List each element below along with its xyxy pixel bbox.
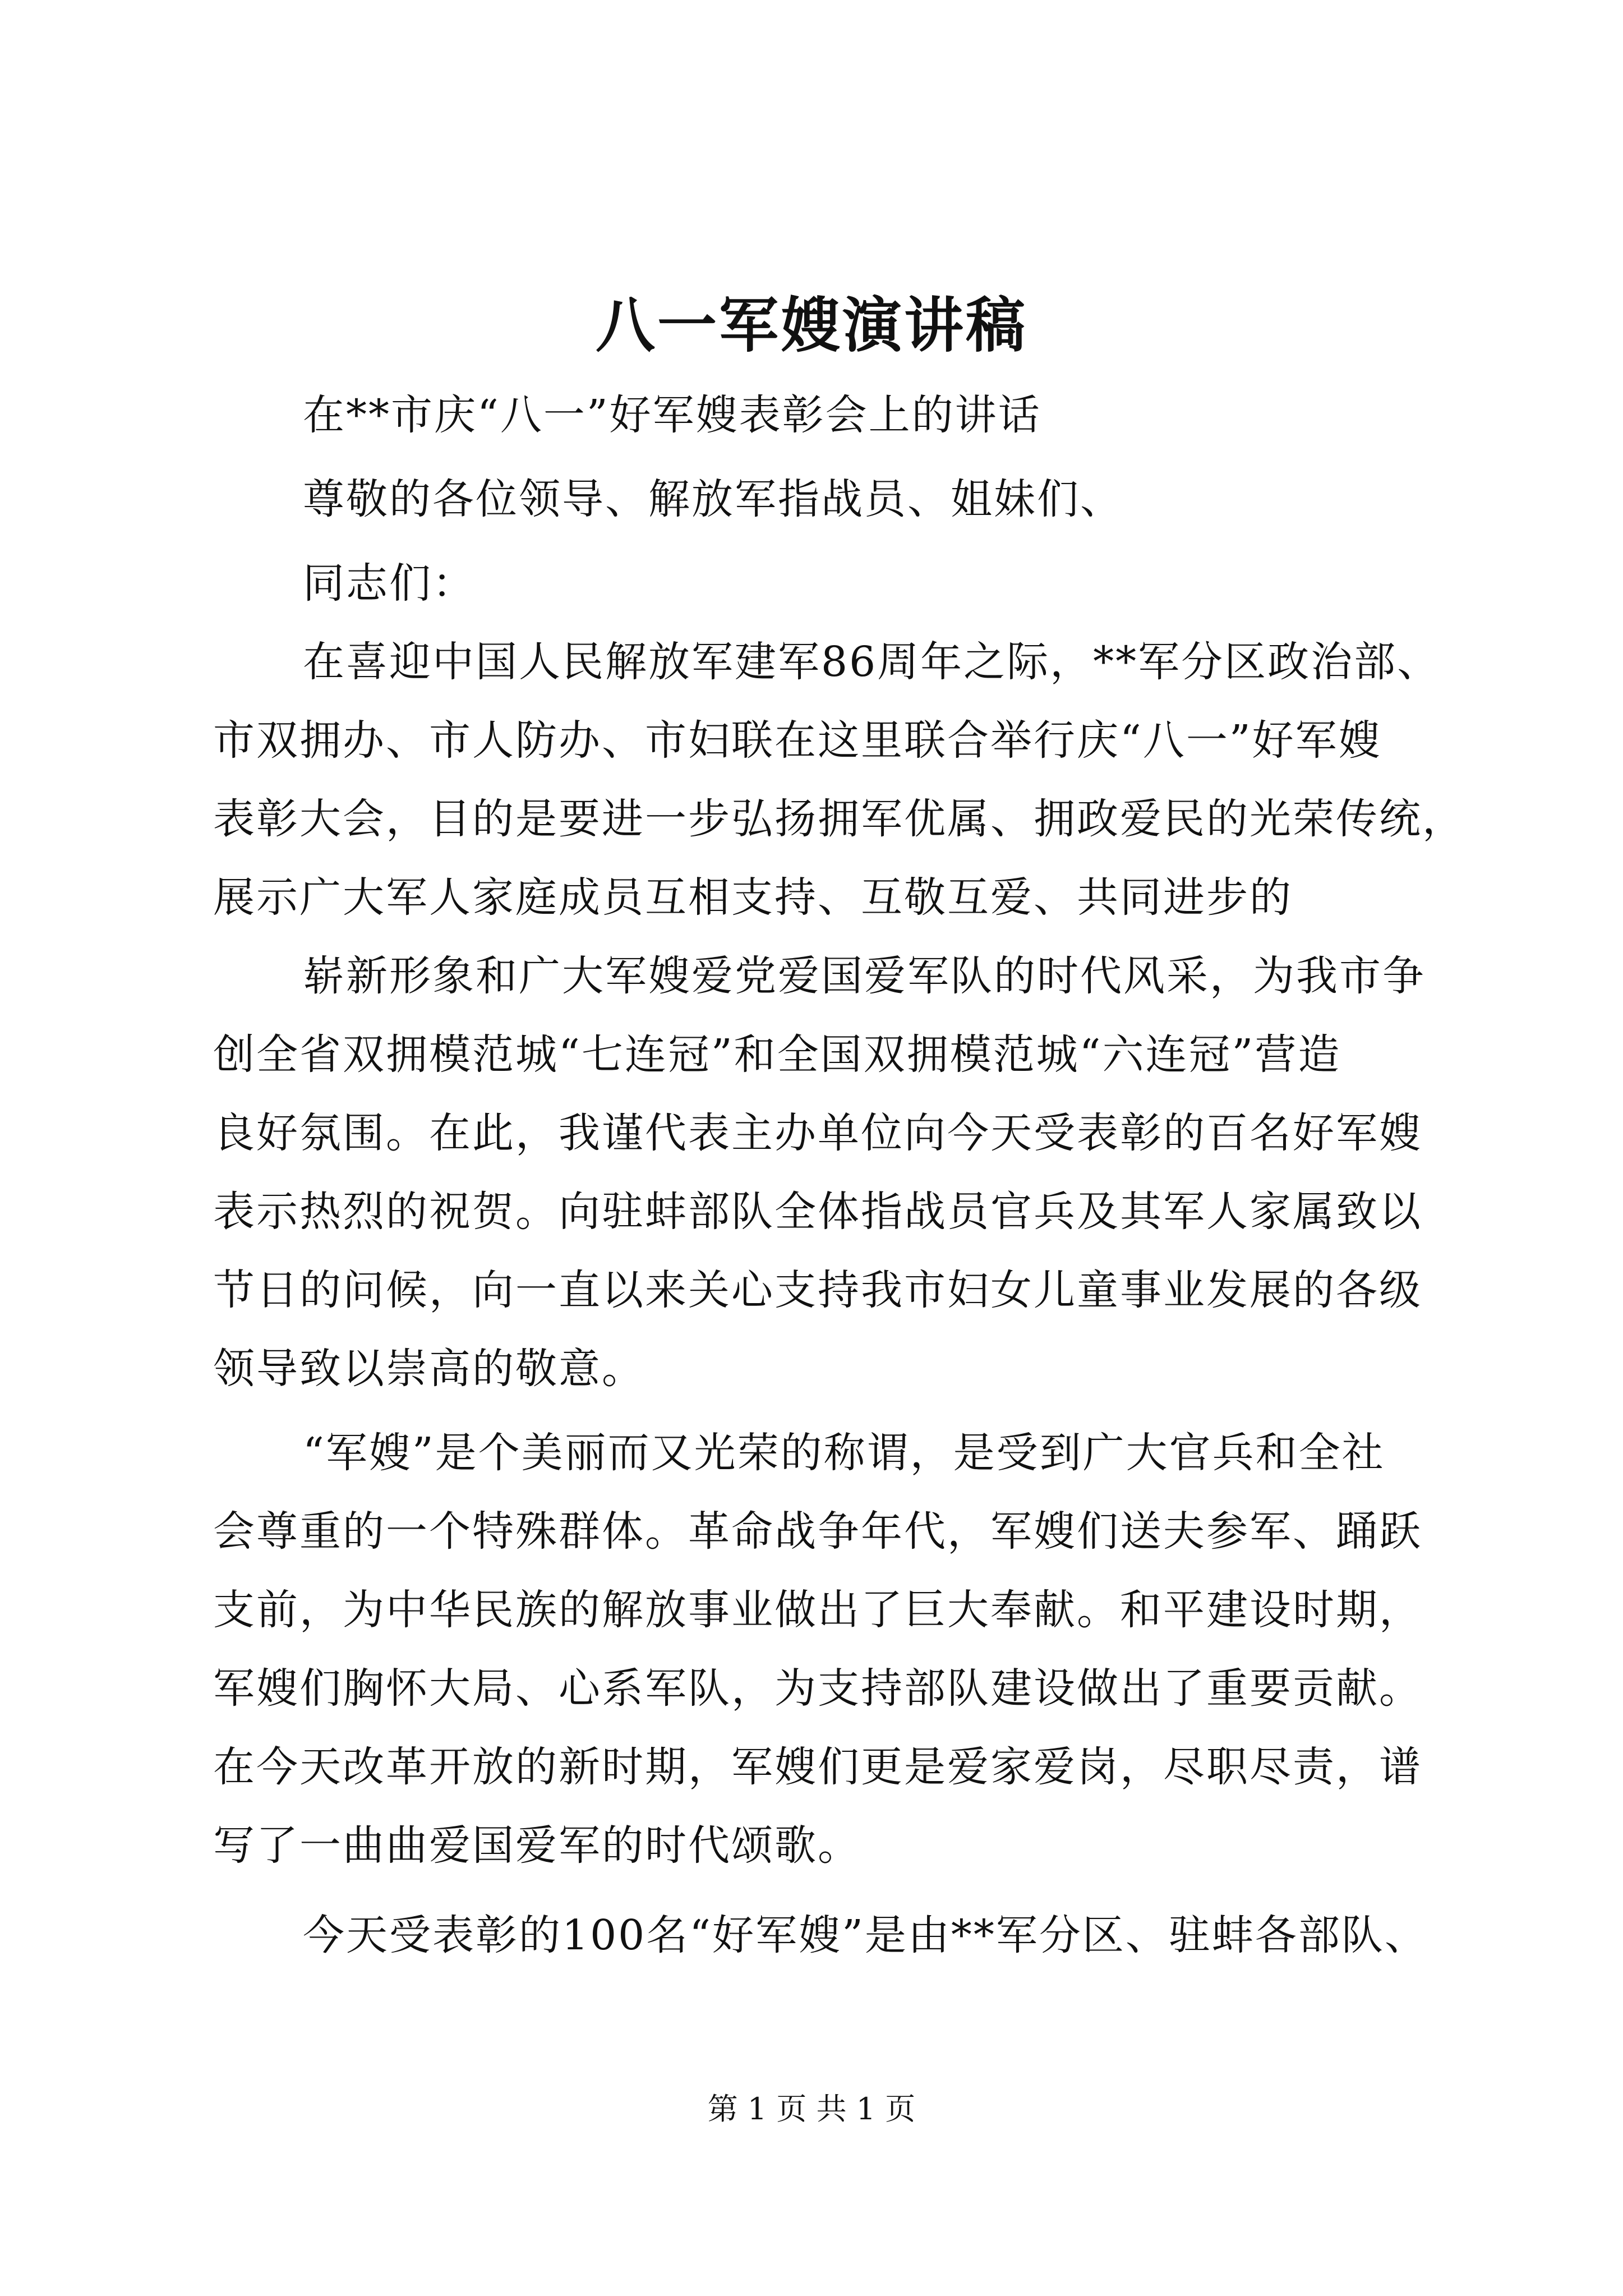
text-line: 军嫂们胸怀大局、心系军队，为支持部队建设做出了重要贡献。 xyxy=(213,1664,1422,1713)
text-line: 节日的问候，向一直以来关心支持我市妇女儿童事业发展的各级 xyxy=(213,1266,1422,1314)
text-line: 会尊重的一个特殊群体。革命战争年代，军嫂们送夫参军、踊跃 xyxy=(213,1507,1422,1556)
text-line: 支前，为中华民族的解放事业做出了巨大奉献。和平建设时期， xyxy=(213,1586,1422,1634)
text-line: 尊敬的各位领导、解放军指战员、姐妹们、 xyxy=(303,475,1123,523)
text-line: 在**市庆“八一”好军嫂表彰会上的讲话 xyxy=(303,391,1041,439)
text-line: 今天受表彰的100名“好军嫂”是由**军分区、驻蚌各部队、 xyxy=(303,1911,1428,1959)
page-footer: 第 1 页 共 1 页 xyxy=(707,2091,916,2127)
text-line: 写了一曲曲爱国爱军的时代颂歌。 xyxy=(213,1821,861,1870)
text-line: 表示热烈的祝贺。向驻蚌部队全体指战员官兵及其军人家属致以 xyxy=(213,1188,1422,1236)
text-line: 市双拥办、市人防办、市妇联在这里联合举行庆“八一”好军嫂 xyxy=(213,716,1382,765)
text-line: “军嫂”是个美丽而又光荣的称谓，是受到广大官兵和全社 xyxy=(303,1429,1385,1477)
text-line: 同志们： xyxy=(303,559,476,608)
text-line: 在今天改革开放的新时期，军嫂们更是爱家爱岗，尽职尽责，谱 xyxy=(213,1743,1422,1791)
text-line: 领导致以崇高的敬意。 xyxy=(213,1345,645,1393)
text-line: 展示广大军人家庭成员互相支持、互敬互爱、共同进步的 xyxy=(213,873,1293,922)
text-line: 在喜迎中国人民解放军建军86周年之际，**军分区政治部、 xyxy=(303,638,1441,686)
text-line: 崭新形象和广大军嫂爱党爱国爱军队的时代风采，为我市争 xyxy=(303,952,1426,1000)
text-line: 创全省双拥模范城“七连冠”和全国双拥模范城“六连冠”营造 xyxy=(213,1030,1341,1079)
text-line: 表彰大会，目的是要进一步弘扬拥军优属、拥政爱民的光荣传统， xyxy=(213,795,1465,843)
text-line: 良好氛围。在此，我谨代表主办单位向今天受表彰的百名好军嫂 xyxy=(213,1109,1422,1157)
document-title: 八一军嫂演讲稿 xyxy=(596,290,1027,360)
